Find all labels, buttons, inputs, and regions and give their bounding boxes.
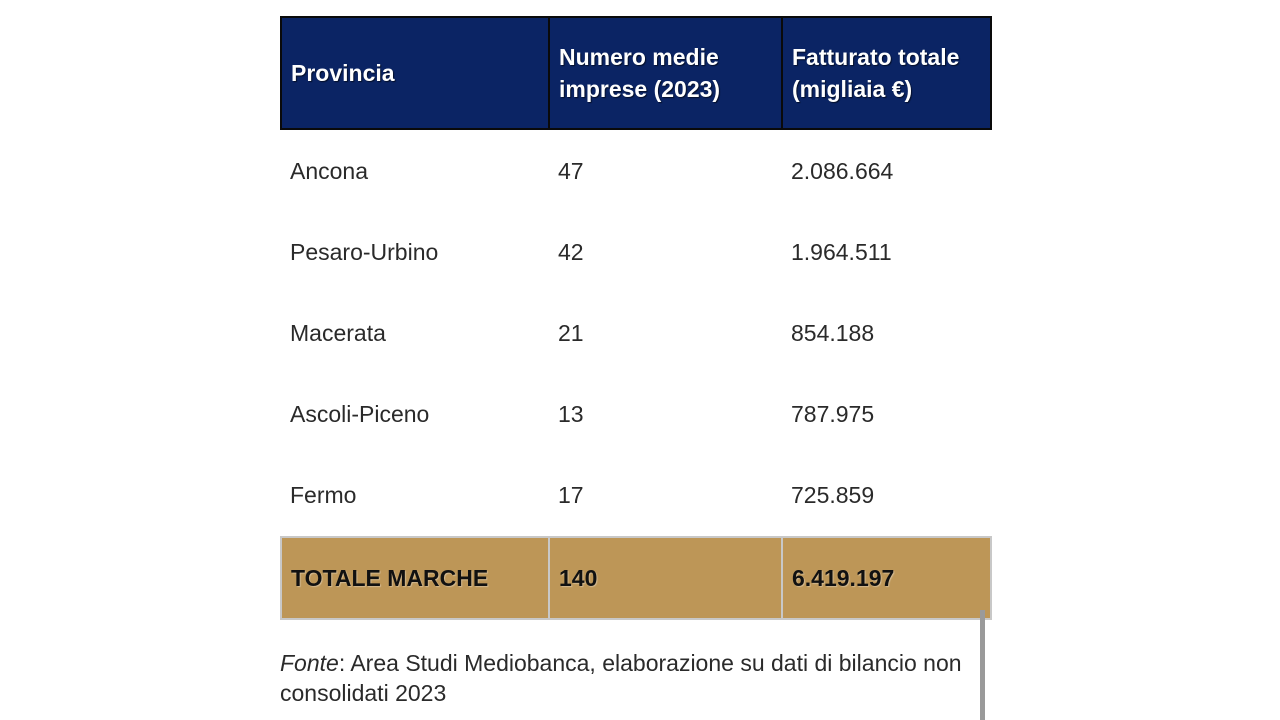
table-row xyxy=(281,212,991,293)
vertical-divider xyxy=(980,610,985,720)
total-label: TOTALE MARCHE xyxy=(281,537,549,619)
table-row xyxy=(281,293,991,374)
cell-provincia: Macerata xyxy=(290,320,386,346)
table-body xyxy=(281,129,991,619)
cell-fatturato: 854.188 xyxy=(791,320,875,346)
header-numero-imprese: Numero medie imprese (2023) xyxy=(549,17,782,129)
header-fatturato: Fatturato totale (migliaia €) xyxy=(782,17,991,129)
cell-imprese: 13 xyxy=(558,401,584,427)
source-label: Fonte xyxy=(280,650,339,676)
total-fatturato: 6.419.197 xyxy=(782,537,991,619)
cell-provincia: Ancona xyxy=(290,157,369,184)
cell-imprese: 21 xyxy=(558,320,584,346)
cell-fatturato: 1.964.511 xyxy=(791,239,892,265)
cell-provincia: Pesaro-Urbino xyxy=(290,239,439,265)
cell-fatturato: 787.975 xyxy=(791,401,875,427)
total-row xyxy=(281,537,991,619)
cell-fatturato: 725.859 xyxy=(791,482,875,508)
header-provincia: Provincia xyxy=(281,17,549,129)
cell-imprese: 42 xyxy=(558,239,584,265)
data-table xyxy=(280,16,992,620)
source-text: : Area Studi Mediobanca, elaborazione su dati di bilancio non consolidati 2023 xyxy=(280,650,962,706)
table-row xyxy=(281,455,991,537)
table-header xyxy=(281,17,991,129)
table-row xyxy=(281,374,991,455)
cell-fatturato: 2.086.664 xyxy=(791,157,894,184)
cell-provincia: Fermo xyxy=(290,482,357,508)
source-note xyxy=(280,648,1000,708)
header-row xyxy=(281,17,991,129)
total-imprese: 140 xyxy=(549,537,782,619)
cell-imprese: 17 xyxy=(558,482,584,508)
cell-provincia: Ascoli-Piceno xyxy=(290,401,430,427)
cell-imprese: 47 xyxy=(558,157,584,184)
table-row xyxy=(281,129,991,212)
